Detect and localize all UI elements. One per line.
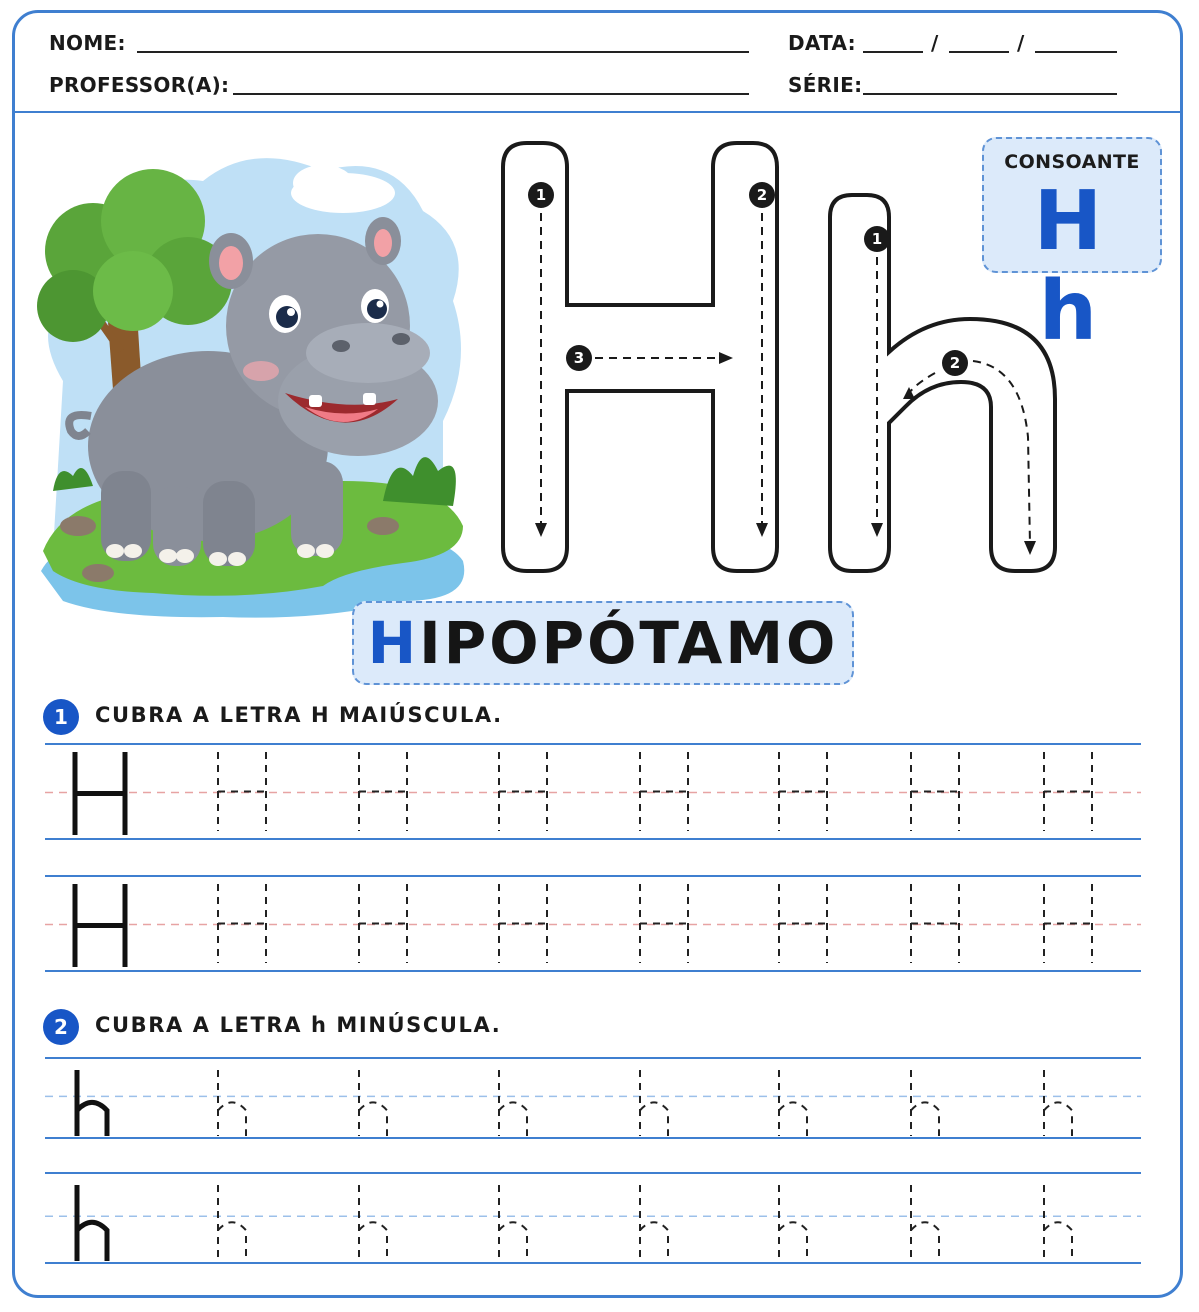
grade-label: SÉRIE: (788, 73, 863, 97)
badge-letters: H h (1033, 174, 1111, 359)
trace-letter[interactable] (218, 884, 266, 963)
trace-letter[interactable] (218, 1070, 246, 1136)
trace-letter[interactable] (359, 884, 407, 963)
trace-letter[interactable] (1044, 1185, 1072, 1261)
stroke-number-2-lower: 2 (949, 354, 961, 372)
stroke-number-1: 1 (535, 186, 547, 204)
model-letter (75, 752, 125, 835)
worksheet-frame (12, 10, 1183, 1298)
name-label: NOME: (49, 31, 126, 55)
trace-letter[interactable] (1044, 752, 1092, 831)
trace-letter[interactable] (359, 752, 407, 831)
date-label: DATA: (788, 31, 856, 55)
trace-letter[interactable] (779, 884, 827, 963)
task-number-badge: 1 (43, 699, 79, 735)
trace-letter[interactable] (499, 752, 547, 831)
trace-letter[interactable] (640, 1185, 668, 1261)
trace-letter[interactable] (779, 1185, 807, 1261)
trace-letter[interactable] (499, 1070, 527, 1136)
badge-title: CONSOANTE (1004, 151, 1140, 173)
trace-letter[interactable] (911, 884, 959, 963)
trace-letter[interactable] (640, 884, 688, 963)
trace-letter[interactable] (640, 752, 688, 831)
word-first-letter: H (367, 609, 420, 677)
trace-letter[interactable] (218, 1185, 246, 1261)
model-letter (75, 884, 125, 967)
task-number-badge: 2 (43, 1009, 79, 1045)
trace-letter[interactable] (1044, 884, 1092, 963)
model-letter (77, 1185, 107, 1261)
stroke-number-3: 3 (573, 349, 585, 367)
task-instruction: CUBRA A LETRA h MINÚSCULA. (95, 1013, 502, 1037)
task-instruction: CUBRA A LETRA H MAIÚSCULA. (95, 703, 503, 727)
model-letter (77, 1070, 107, 1136)
date-separator: / (931, 31, 939, 55)
trace-letter[interactable] (779, 752, 827, 831)
date-separator: / (1017, 31, 1025, 55)
trace-letter[interactable] (359, 1070, 387, 1136)
teacher-label: PROFESSOR(A): (49, 73, 230, 97)
trace-letter[interactable] (1044, 1070, 1072, 1136)
trace-letter[interactable] (779, 1070, 807, 1136)
trace-letter[interactable] (911, 1185, 939, 1261)
word-rest: IPOPÓTAMO (419, 609, 839, 677)
trace-letter[interactable] (911, 1070, 939, 1136)
trace-letter[interactable] (499, 884, 547, 963)
trace-letter[interactable] (911, 752, 959, 831)
trace-letter[interactable] (499, 1185, 527, 1261)
practice-rows (15, 13, 1183, 1298)
trace-letter[interactable] (640, 1070, 668, 1136)
trace-letter[interactable] (218, 752, 266, 831)
stroke-number-2: 2 (756, 186, 768, 204)
stroke-number-1-lower: 1 (871, 230, 883, 248)
trace-letter[interactable] (359, 1185, 387, 1261)
